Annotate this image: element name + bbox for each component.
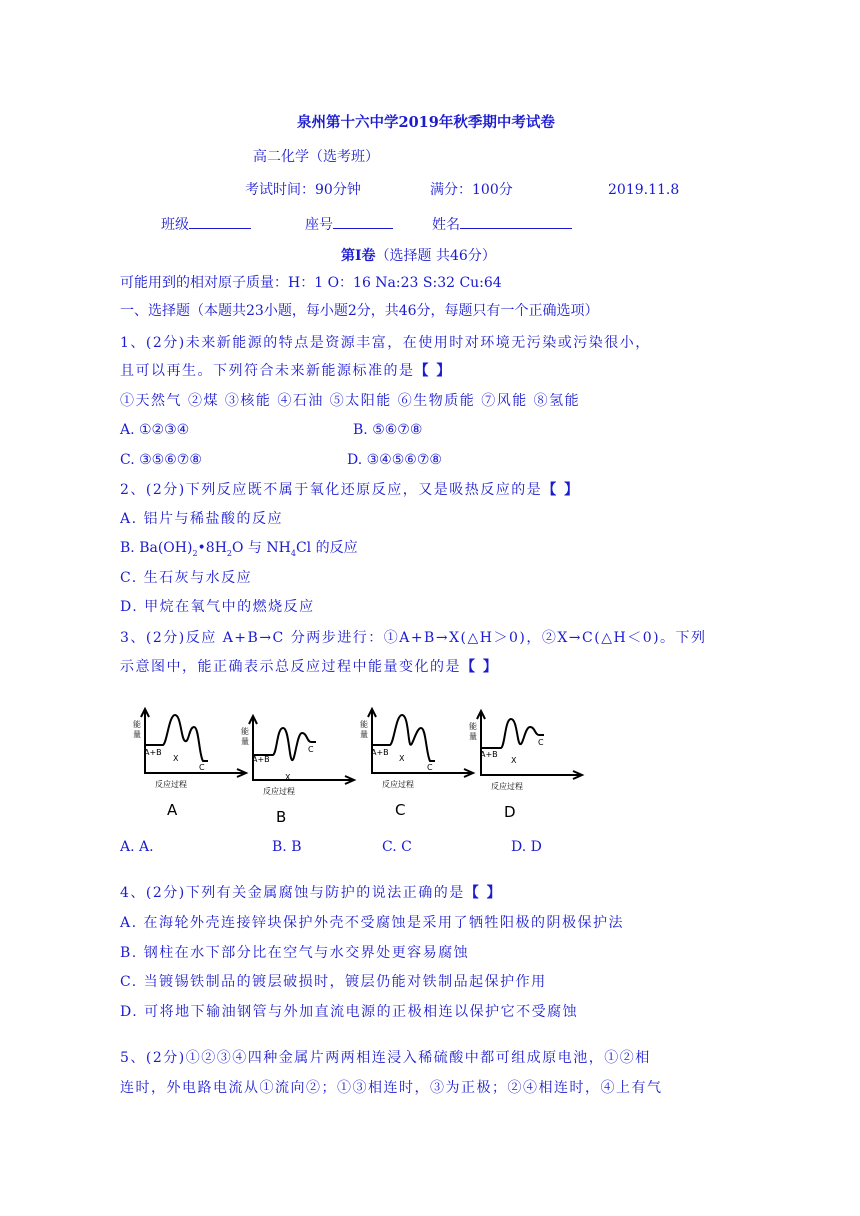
- q2-option-a[interactable]: A. 铝片与稀盐酸的反应: [120, 511, 284, 527]
- exam-subtitle: 高二化学（选考班）: [253, 149, 379, 165]
- q4-option-a[interactable]: A. 在海轮外壳连接锌块保护外壳不受腐蚀是采用了牺牲阳极的阴极保护法: [120, 915, 625, 931]
- q3-option-c[interactable]: C. C: [382, 839, 412, 855]
- exam-score: 满分：100分: [430, 182, 513, 198]
- panel-d-xaxis-label: 反应过程: [491, 782, 523, 791]
- q2-b-sub2: 2: [226, 548, 232, 558]
- q4-option-b[interactable]: B. 钢柱在水下部分比在空气与水交界处更容易腐蚀: [120, 945, 470, 961]
- exam-title: 泉州第十六中学2019年秋季期中考试卷: [297, 114, 555, 131]
- panel-c-xaxis-label: 反应过程: [382, 780, 414, 789]
- panel-c-axes: [372, 711, 472, 773]
- exam-time: 考试时间：90分钟: [245, 182, 361, 198]
- q5-stem-line1: 5、(2分)①②③④四种金属片两两相连浸入稀硫酸中都可组成原电池，①②相: [120, 1050, 651, 1066]
- q2-stem-text: 2、(2分)下列反应既不属于氧化还原反应，又是吸热反应的是: [120, 482, 543, 498]
- panel-d-c-label: C: [538, 738, 544, 747]
- q1-option-a[interactable]: A. ①②③④: [120, 422, 190, 438]
- q4-option-c[interactable]: C. 当镀锡铁制品的镀层破损时，镀层仍能对铁制品起保护作用: [120, 974, 547, 990]
- q3-option-b[interactable]: B. B: [272, 839, 302, 855]
- panel-d-energy-curve: [481, 719, 544, 748]
- panel-d-ylabel-1: 能: [469, 722, 477, 731]
- panel-a-x-label: X: [173, 754, 179, 763]
- q5-stem-line2: 连时，外电路电流从①流向②；①③相连时，③为正极；②④相连时，④上有气: [120, 1080, 663, 1096]
- panel-d-x-label: X: [511, 756, 517, 765]
- panel-c-c-label: C: [427, 763, 433, 772]
- section-title-rest: （选择题 共46分）: [375, 248, 496, 264]
- q2-b-mid: •8H: [197, 540, 227, 556]
- panel-b-ylabel-2: 量: [241, 737, 249, 746]
- name-label: 姓名: [432, 217, 460, 233]
- q2-b-sub3: 4: [290, 548, 296, 558]
- q3-option-d[interactable]: D. D: [511, 839, 542, 855]
- q4-option-d[interactable]: D. 可将地下输油钢管与外加直流电源的正极相连以保护它不受腐蚀: [120, 1004, 579, 1020]
- panel-b-xaxis-label: 反应过程: [263, 787, 295, 796]
- q2-b-sub1: 2: [192, 548, 198, 558]
- q1-option-c[interactable]: C. ③⑤⑥⑦⑧: [120, 452, 202, 468]
- panel-a-ylabel-2: 量: [133, 730, 141, 739]
- q2-option-d[interactable]: D. 甲烷在氧气中的燃烧反应: [120, 599, 315, 615]
- q2-b-mid2: O 与 NH: [232, 540, 291, 556]
- q3-stem-line1: 3、(2分)反应 A+B→C 分两步进行：①A+B→X(△H＞0)，②X→C(△H＜0)。下列: [120, 630, 707, 646]
- q1-stem-text: 且可以再生。下列符合未来新能源标准的是: [120, 363, 415, 379]
- panel-c-x-label: X: [399, 754, 405, 763]
- panel-d-ylabel-2: 量: [469, 732, 477, 741]
- panel-d-axes: [481, 713, 581, 775]
- q2-answer-bracket: 【 】: [542, 482, 580, 498]
- panel-a-c-label: C: [199, 763, 205, 772]
- panel-b-ylabel-1: 能: [241, 727, 249, 736]
- q1-option-b[interactable]: B. ⑤⑥⑦⑧: [353, 422, 423, 438]
- panel-c-ab-label: A+B: [371, 748, 389, 757]
- panel-d-ab-label: A+B: [480, 750, 498, 759]
- panel-a-axes: [145, 711, 245, 773]
- q3-stem-text: 示意图中，能正确表示总反应过程中能量变化的是: [120, 659, 461, 675]
- seat-label: 座号: [305, 217, 333, 233]
- panel-b-letter: B: [276, 808, 287, 826]
- class-label: 班级: [161, 217, 189, 233]
- q2-option-c[interactable]: C. 生石灰与水反应: [120, 570, 253, 586]
- q2-b-prefix: B. Ba(OH): [120, 540, 193, 556]
- panel-a-letter: A: [167, 801, 178, 819]
- panel-b-axes: [253, 718, 353, 780]
- panel-a-ylabel-1: 能: [133, 720, 141, 729]
- panel-c-ylabel-1: 能: [360, 720, 368, 729]
- q1-stem-line1: 1、(2分)未来新能源的特点是资源丰富，在使用时对环境无污染或污染很小，: [120, 335, 651, 351]
- q3-answer-bracket: 【 】: [461, 659, 499, 675]
- q1-option-d[interactable]: D. ③④⑤⑥⑦⑧: [347, 452, 442, 468]
- panel-d-letter: D: [504, 803, 516, 821]
- panel-b-c-label: C: [308, 745, 314, 754]
- panel-b-x-label: X: [285, 773, 291, 782]
- panel-a-xaxis-label: 反应过程: [155, 780, 187, 789]
- q4-answer-bracket: 【 】: [464, 885, 503, 901]
- q1-answer-bracket: 【 】: [414, 363, 452, 379]
- section-title-bold: 第Ⅰ卷: [341, 248, 376, 264]
- q3-option-a[interactable]: A. A.: [120, 839, 154, 855]
- panel-c-letter: C: [395, 801, 406, 819]
- q2-b-suffix: Cl 的反应: [295, 540, 358, 556]
- instruction-line: 一、选择题（本题共23小题，每小题2分，共46分，每题只有一个正确选项）: [120, 303, 599, 319]
- q1-items: ①天然气 ②煤 ③核能 ④石油 ⑤太阳能 ⑥生物质能 ⑦风能 ⑧氢能: [120, 393, 581, 409]
- panel-c-ylabel-2: 量: [360, 730, 368, 739]
- q4-stem: [120, 884, 502, 902]
- exam-date: 2019.11.8: [608, 182, 680, 198]
- atomic-mass-line: 可能用到的相对原子质量：H：1 O：16 Na:23 S:32 Cu:64: [120, 275, 502, 291]
- panel-b-ab-label: A+B: [252, 755, 270, 764]
- q4-stem-text: 4、(2分)下列有关金属腐蚀与防护的说法正确的是: [120, 885, 465, 901]
- panel-a-ab-label: A+B: [144, 748, 162, 757]
